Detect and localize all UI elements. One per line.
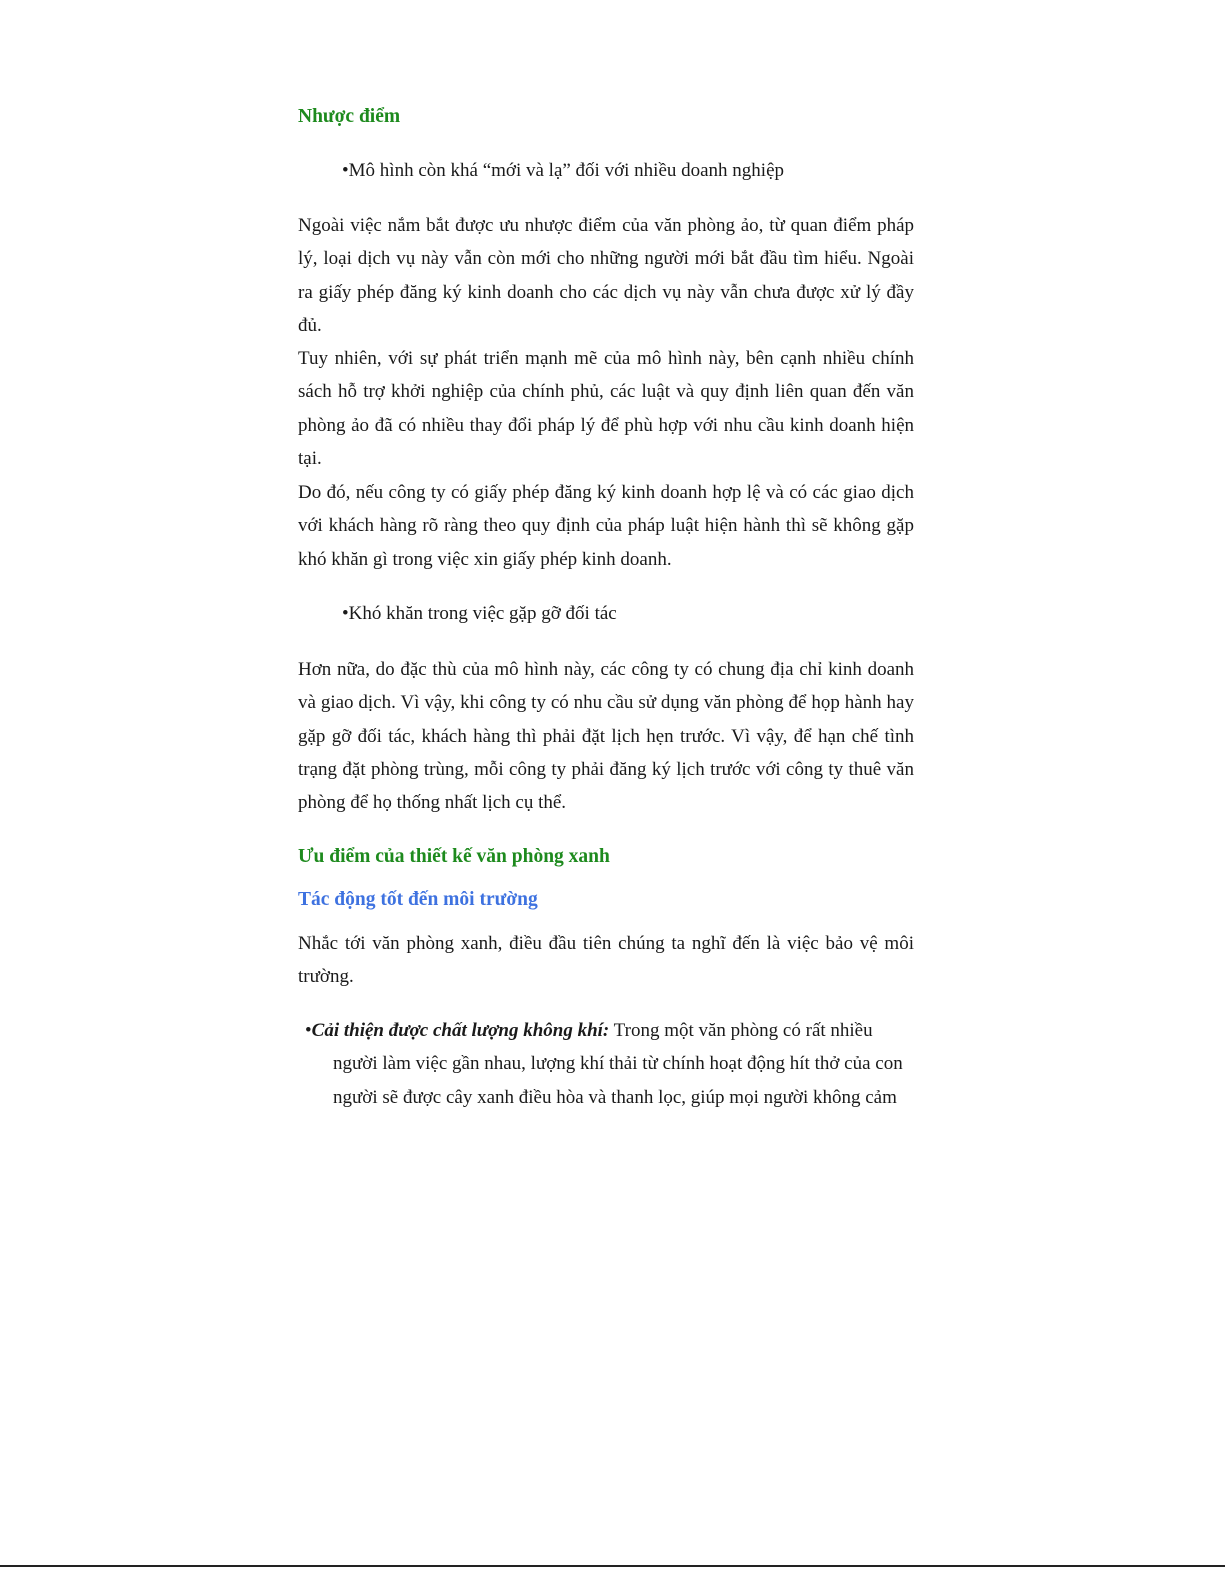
air-quality-bullet: [305, 1014, 914, 1114]
bullet-marker: •: [305, 1020, 312, 1041]
green-office-intro-paragraph: Nhắc tới văn phòng xanh, điều đầu tiên chúng ta nghĩ đến là việc bảo vệ môi trường.: [298, 933, 914, 988]
air-quality-bold-label: Cải thiện được chất lượng không khí:: [311, 1020, 610, 1041]
cons-bullet-new-model: •Mô hình còn khá “mới và lạ” đối với nhiều doanh nghiệp: [342, 160, 785, 181]
air-quality-text-2: người làm việc gần nhau, lượng khí thải từ chính hoạt động hít thở của con: [333, 1053, 903, 1075]
cons-heading: Nhược điểm: [298, 106, 401, 127]
cons-paragraph-legal: Ngoài việc nắm bắt được ưu nhược điểm của văn phòng ảo, từ quan điểm pháp lý, loại dịch vụ này vẫn còn mới cho những người mới bắt đầu tìm hiểu. Ngoài ra giấy phép đăng ký kinh doanh cho các dịch vụ này vẫn chưa được xử lý đầy đủ.: [298, 215, 914, 336]
air-quality-text-3: người sẽ được cây xanh điều hòa và thanh lọc, giúp mọi người không cảm: [333, 1086, 897, 1108]
air-quality-text-1: Trong một văn phòng có rất nhiều: [609, 1020, 873, 1041]
cons-paragraph-license: Do đó, nếu công ty có giấy phép đăng ký kinh doanh hợp lệ và có các giao dịch với khách hàng rõ ràng theo quy định của pháp luật hiện hành thì sẽ không gặp khó khăn gì trong việc xin giấy phép kinh doanh.: [298, 482, 914, 570]
cons-bullet-meeting: •Khó khăn trong việc gặp gỡ đối tác: [342, 603, 617, 624]
cons-paragraph-meeting: Hơn nữa, do đặc thù của mô hình này, các công ty có chung địa chỉ kinh doanh và giao dịch. Vì vậy, khi công ty có nhu cầu sử dụng văn phòng để họp hành hay gặp gỡ đối tác, khách hàng thì phải đặt lịch hẹn trước. Vì vậy, để hạn chế tình trạng đặt phòng trùng, mỗi công ty phải đăng ký lịch trước với công ty thuê văn phòng để họ thống nhất lịch cụ thể.: [298, 659, 914, 814]
cons-paragraph-development: Tuy nhiên, với sự phát triển mạnh mẽ của mô hình này, bên cạnh nhiều chính sách hỗ trợ khởi nghiệp của chính phủ, các luật và quy định liên quan đến văn phòng ảo đã có nhiều thay đổi pháp lý để phù hợp với nhu cầu kinh doanh hiện tại.: [298, 348, 914, 469]
environment-subheading: Tác động tốt đến môi trường: [298, 889, 538, 910]
air-quality-bullet-line-1: [305, 1014, 914, 1047]
page-bottom-border: [0, 1565, 1225, 1567]
green-office-heading: Ưu điểm của thiết kế văn phòng xanh: [298, 846, 610, 867]
